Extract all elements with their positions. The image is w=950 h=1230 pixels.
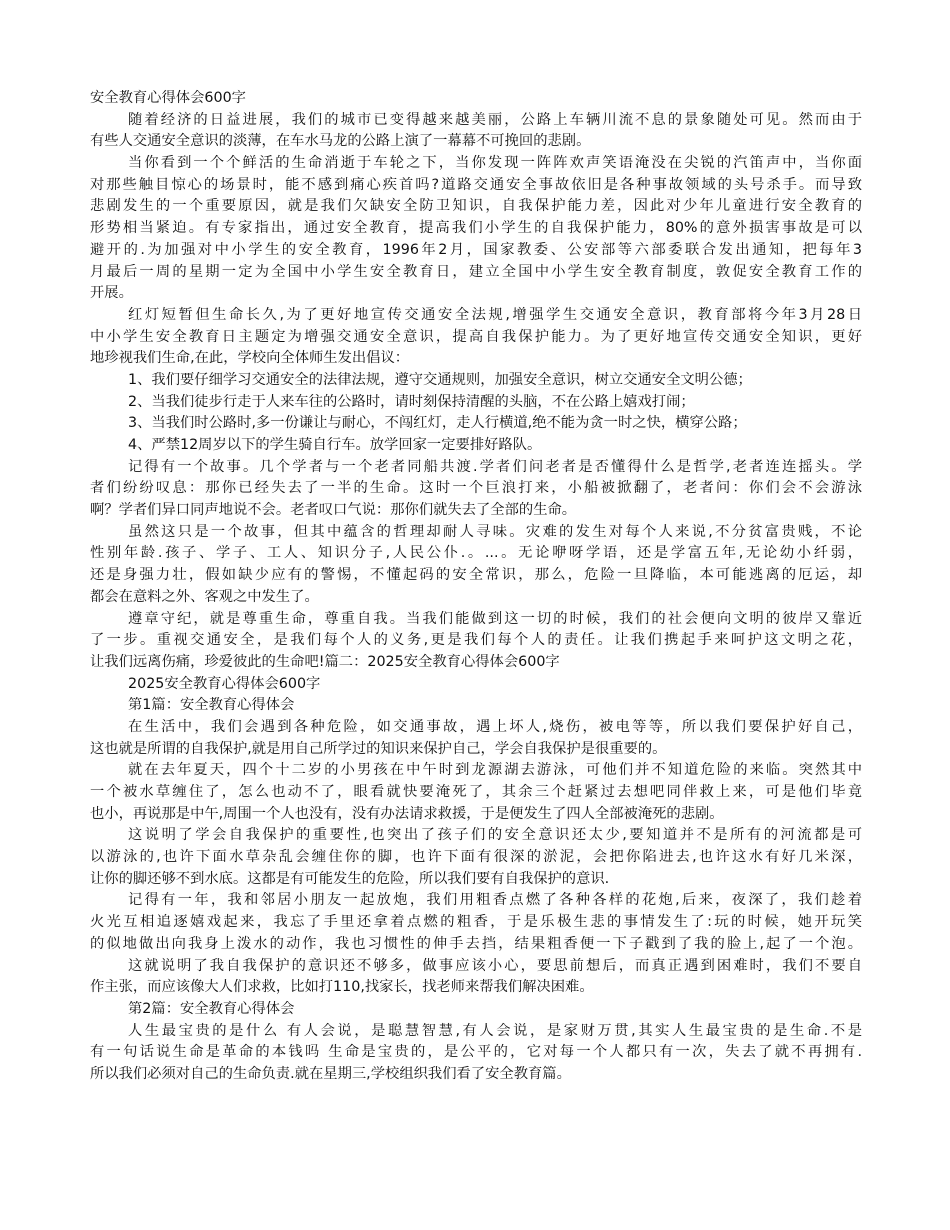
text-line: 人生最宝贵的是什么 有人会说，是聪慧智慧,有人会说，是家财万贯,其实人生最宝贵的是生命.不是 bbox=[128, 1022, 862, 1039]
text-line: 随着经济的日益进展，我们的城市已变得越来越美丽，公路上车辆川流不息的景象随处可见。然而由于 bbox=[128, 111, 862, 128]
text-line: 遵章守纪，就是尊重生命，尊重自我。当我们能做到这一切的时候，我们的社会便向文明的彼岸又靠近 bbox=[128, 610, 862, 627]
text-line: 月最后一周的星期一定为全国中小学生安全教育日，建立全国中小学生安全教育制度，敦促安全教育工作的 bbox=[90, 263, 862, 280]
section-heading: 第2篇：安全教育心得体会 bbox=[128, 1000, 295, 1017]
text-line: 者们纷纷叹息：那你已经失去了一半的生命。这时一个巨浪打来，小船被掀翻了，老者问：你们会不会游泳 bbox=[90, 480, 862, 497]
text-line: 的似地做出向我身上泼水的动作，我也习惯性的伸手去挡，结果粗香便一下子戳到了我的脸上,起了一个泡。 bbox=[90, 935, 862, 952]
text-line: 这就说明了我自我保护的意识还不够多，做事应该小心，要思前想后，而真正遇到困难时，我们不要自 bbox=[128, 957, 862, 974]
text-line: 性别年龄.孩子、学子、工人、知识分子,人民公仆.。...。无论咿呀学语，还是学富五年,无论幼小纤弱， bbox=[90, 545, 862, 562]
text-line: 在生活中，我们会遇到各种危险，如交通事故，遇上坏人,烧伤，被电等等，所以我们要保护好自己， bbox=[128, 718, 862, 735]
text-line: 也小，再说那是中午,周围一个人也没有，没有办法请求救援，于是便发生了四人全部被淹死的悲剧。 bbox=[90, 805, 724, 822]
text-line: 这也就是所谓的自我保护,就是用自己所学过的知识来保护自己，学会自我保护是很重要的。 bbox=[90, 740, 667, 757]
text-line: 了一步。重视交通安全，是我们每个人的义务,更是我们每个人的责任。让我们携起手来呵护这文明之花， bbox=[90, 632, 862, 649]
text-line: 以游泳的,也许下面水草杂乱会缠住你的脚，也许下面有很深的淤泥，会把你陷进去,也许这水有好几米深， bbox=[90, 849, 862, 866]
text-line: 对那些触目惊心的场景时，能不感到痛心疾首吗?道路交通安全事故依旧是各种事故领域的头号杀手。而导致 bbox=[90, 176, 862, 193]
text-line: 就在去年夏天，四个十二岁的小男孩在中午时到龙源湖去游泳，可他们并不知道危险的来临。突然其中 bbox=[128, 762, 862, 779]
text-line: 红灯短暂但生命长久,为了更好地宣传交通安全法规,增强学生交通安全意识，教育部将今年3月28日 bbox=[128, 306, 862, 323]
text-line: 啊？学者们异口同声地说不会。老者叹口气说：那你们就失去了全部的生命。 bbox=[90, 502, 577, 519]
section-heading: 第1篇：安全教育心得体会 bbox=[128, 697, 295, 714]
list-item: 3、当我们时公路时,多一份谦让与耐心，不闯红灯，走人行横道,绝不能为贪一时之快，横穿公路； bbox=[128, 415, 747, 432]
text-line: 让你的脚还够不到水底。这都是有可能发生的危险，所以我们要有自我保护的意识. bbox=[90, 870, 610, 887]
list-item: 1、我们要仔细学习交通安全的法律法规，遵守交通规则，加强安全意识，树立交通安全文明公德； bbox=[128, 371, 752, 388]
text-line: 一个被水草缠住了，怎么也动不了，眼看就快要淹死了，其余三个赶紧过去想吧同伴救上来，可是他们毕竟 bbox=[90, 784, 862, 800]
text-line: 中小学生安全教育日主题定为增强交通安全意识，提高自我保护能力。为了更好地宣传交通安全知识，更好 bbox=[90, 328, 862, 345]
text-line: 避开的.为加强对中小学生的安全教育，1996年2月，国家教委、公安部等六部委联合发出通知，把每年3 bbox=[90, 241, 862, 258]
text-line: 记得有一个故事。几个学者与一个老者同船共渡.学者们问老者是否懂得什么是哲学,老者连连摇头。学 bbox=[128, 458, 862, 475]
text-line: 当你看到一个个鲜活的生命消逝于车轮之下，当你发现一阵阵欢声笑语淹没在尖锐的汽笛声中，当你面 bbox=[128, 155, 862, 172]
section-title: 2025安全教育心得体会600字 bbox=[128, 675, 321, 692]
text-line: 有一句话说生命是革命的本钱吗 生命是宝贵的，是公平的，它对每一个人都只有一次，失去了就不再拥有. bbox=[90, 1044, 862, 1061]
list-item: 2、当我们徒步行走于人来车往的公路时，请时刻保持清醒的头脑，不在公路上嬉戏打闹； bbox=[128, 393, 695, 410]
text-line: 虽然这只是一个故事，但其中蕴含的哲理却耐人寻味。灾难的发生对每个人来说,不分贫富贵贱，不论 bbox=[128, 523, 862, 540]
document-title: 安全教育心得体会600字 bbox=[90, 90, 246, 106]
list-item: 4、严禁12周岁以下的学生骑自行车。放学回家一定要排好路队。 bbox=[128, 437, 542, 453]
text-line: 作主张，而应该像大人们求救，比如打110,找家长，找老师来帮我们解决困难。 bbox=[90, 979, 594, 996]
text-line: 还是身强力壮，假如缺少应有的警惕，不懂起码的安全常识，那么，危险一旦降临，本可能逃离的厄运，却 bbox=[90, 567, 862, 584]
text-line: 地珍视我们生命,在此，学校向全体师生发出倡议： bbox=[90, 350, 410, 367]
document-page bbox=[90, 88, 862, 1086]
text-line: 有些人交通安全意识的淡薄，在车水马龙的公路上演了一幕幕不可挽回的悲剧。 bbox=[90, 133, 591, 150]
text-line: 这说明了学会自我保护的重要性,也突出了孩子们的安全意识还太少,要知道并不是所有的河流都是可 bbox=[128, 827, 862, 844]
text-line: 所以我们必须对自己的生命负责.就在星期三,学校组织我们看了安全教育篇。 bbox=[90, 1065, 571, 1082]
text-line: 都会在意料之外、客观之中发生了。 bbox=[90, 588, 319, 605]
text-line: 记得有一年，我和邻居小朋友一起放炮，我们用粗香点燃了各种各样的花炮,后来，夜深了，我们趁着 bbox=[128, 892, 862, 909]
text-line: 悲剧发生的一个重要原因，就是我们欠缺安全防卫知识，自我保护能力差，因此对少年儿童进行安全教育的 bbox=[90, 198, 862, 215]
text-line: 形势相当紧迫。有专家指出，通过安全教育，提高我们小学生的自我保护能力，80%的意外损害事故是可以 bbox=[90, 220, 862, 237]
text-line: 火光互相追逐嬉戏起来，我忘了手里还拿着点燃的粗香，于是乐极生悲的事情发生了:玩的时候，她开玩笑 bbox=[90, 914, 862, 931]
text-line: 开展。 bbox=[90, 285, 133, 302]
text-line: 让我们远离伤痛，珍爱彼此的生命吧!篇二：2025安全教育心得体会600字 bbox=[90, 653, 560, 670]
